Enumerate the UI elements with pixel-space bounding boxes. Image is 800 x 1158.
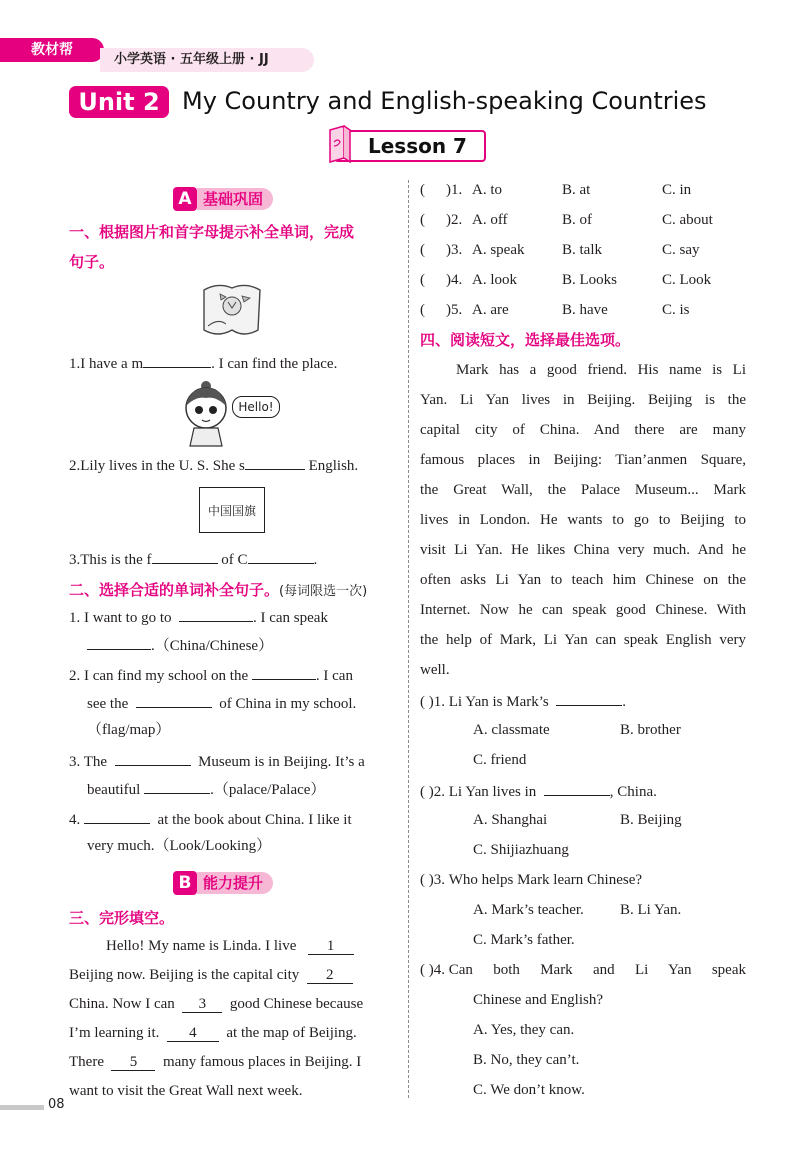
- blank[interactable]: [556, 690, 622, 706]
- p2-item4-line1: 4. at the book about China. I like it: [69, 808, 352, 830]
- part1-heading-line2: 句子。: [69, 253, 115, 271]
- blank[interactable]: [245, 454, 305, 470]
- section-a-title: 基础巩固: [197, 188, 273, 210]
- q1-option-c[interactable]: C. friend: [473, 752, 527, 768]
- cloze-line5: There 5 many famous places in Beijing. I: [69, 1054, 362, 1070]
- cloze-blank[interactable]: 2: [307, 965, 353, 984]
- q3-option-a[interactable]: A. Mark’s teacher.: [473, 902, 584, 918]
- q2-option-b[interactable]: B. Beijing: [620, 812, 682, 828]
- passage-line: capital city of China. And there are many: [420, 422, 746, 438]
- p2-item2-line3: （flag/map）: [87, 722, 171, 738]
- blank[interactable]: [179, 606, 253, 622]
- part3-heading: 三、完形填空。: [69, 909, 175, 927]
- passage-line: Yan. Li Yan lives in Beijing. Beijing is the: [420, 392, 746, 408]
- q4-option-a[interactable]: A. Yes, they can.: [473, 1022, 575, 1038]
- speech-bubble: Hello!: [232, 396, 280, 418]
- blank[interactable]: [248, 548, 314, 564]
- part1-heading-line1: 一、根据图片和首字母提示补全单词，完成: [69, 223, 355, 241]
- q3-option-b[interactable]: B. Li Yan.: [620, 902, 682, 918]
- blank[interactable]: [252, 664, 316, 680]
- passage-line: famous places in Beijing: Tian’anmen Square,: [420, 452, 746, 468]
- blank[interactable]: [115, 750, 191, 766]
- option-row: ( )5. A. are B. have C. is: [420, 302, 690, 318]
- q2-option-c[interactable]: C. Shijiazhuang: [473, 842, 569, 858]
- column-divider: [408, 180, 409, 1098]
- cloze-line2: Beijing now. Beijing is the capital city 2: [69, 965, 353, 985]
- option-row: ( )3. A. speak B. talk C. say: [420, 242, 700, 258]
- passage-line: the Great Wall, the Palace Museum... Mark: [420, 482, 746, 498]
- passage-line: Internet. Now he can speak good Chinese. With: [420, 602, 746, 618]
- book-icon: [326, 124, 354, 164]
- blank[interactable]: [84, 808, 150, 824]
- cloze-line6: want to visit the Great Wall next week.: [69, 1083, 303, 1099]
- unit-title: My Country and English-speaking Countries: [182, 87, 707, 115]
- blank[interactable]: [143, 352, 211, 368]
- p2-item2-line1: 2. I can find my school on the . I can: [69, 664, 353, 686]
- cloze-blank[interactable]: 5: [111, 1052, 155, 1071]
- p2-item3-line1: 3. The Museum is in Beijing. It’s a: [69, 750, 365, 772]
- section-a-badge: [173, 186, 273, 212]
- p2-item4-line2: very much.（Look/Looking）: [87, 838, 272, 854]
- blank[interactable]: [87, 634, 151, 650]
- section-b-badge: [173, 870, 273, 896]
- p1-item2: 2.Lily lives in the U. S. She s English.: [69, 454, 358, 476]
- q1-option-a[interactable]: A. classmate: [473, 722, 550, 738]
- q4-option-c[interactable]: C. We don’t know.: [473, 1082, 585, 1098]
- p1-item3: 3.This is the f of C .: [69, 548, 317, 570]
- p2-item2-line2: see the of China in my school.: [87, 692, 356, 714]
- passage-line: well.: [420, 662, 450, 678]
- brand-tab: 教材帮: [0, 38, 104, 62]
- cloze-blank[interactable]: 4: [167, 1023, 219, 1042]
- section-a-letter: A: [173, 187, 197, 211]
- cloze-line3: China. Now I can 3 good Chinese because: [69, 996, 364, 1012]
- p2-item1-line1: 1. I want to go to . I can speak: [69, 606, 328, 628]
- cloze-line4: I’m learning it. 4 at the map of Beijing.: [69, 1025, 357, 1041]
- girl-illustration: [180, 378, 232, 448]
- cloze-line1: Hello! My name is Linda. I live 1: [106, 936, 354, 956]
- question-4-line2: Chinese and English?: [473, 992, 603, 1008]
- passage-line: Mark has a good friend. His name is Li: [456, 362, 746, 378]
- section-b-letter: B: [173, 871, 197, 895]
- footer-bar: [0, 1105, 44, 1110]
- q2-option-a[interactable]: A. Shanghai: [473, 812, 548, 828]
- option-row: ( )2. A. off B. of C. about: [420, 212, 713, 228]
- blank[interactable]: [152, 548, 218, 564]
- blank[interactable]: [136, 692, 212, 708]
- cloze-blank[interactable]: 1: [308, 936, 354, 955]
- question-4: ( )4. Can both Mark and Li Yan speak: [420, 962, 746, 978]
- lesson-title: Lesson 7: [368, 134, 467, 158]
- blank[interactable]: [544, 780, 610, 796]
- blank[interactable]: [144, 778, 210, 794]
- q4-option-b[interactable]: B. No, they can’t.: [473, 1052, 580, 1068]
- passage-line: visit Li Yan. He likes China very much. And he: [420, 542, 746, 558]
- part2-heading: 二、选择合适的单词补全句子。(每词限选一次): [69, 581, 368, 599]
- p2-item1-line2: .（China/Chinese）: [87, 634, 273, 656]
- option-row: ( )1. A. to B. at C. in: [420, 182, 692, 198]
- unit-badge: Unit 2: [69, 86, 169, 118]
- cloze-blank[interactable]: 3: [182, 994, 222, 1013]
- passage-line: often asks Li Yan to teach him Chinese on the: [420, 572, 746, 588]
- flag-box: 中国国旗: [199, 487, 265, 533]
- map-illustration: [198, 280, 266, 340]
- book-title: 小学英语 · 五年级上册 · JJ: [100, 48, 314, 72]
- q3-option-c[interactable]: C. Mark’s father.: [473, 932, 575, 948]
- part4-heading: 四、阅读短文，选择最佳选项。: [420, 331, 631, 349]
- p1-item1: 1.I have a m . I can find the place.: [69, 352, 337, 374]
- p2-item3-line2: beautiful .（palace/Palace）: [87, 778, 325, 800]
- question-3: ( )3. Who helps Mark learn Chinese?: [420, 872, 643, 888]
- page-number: 08: [48, 1097, 65, 1112]
- question-1: ( )1. Li Yan is Mark’s .: [420, 690, 626, 712]
- option-row: ( )4. A. look B. Looks C. Look: [420, 272, 712, 288]
- passage-line: the help of Mark, Li Yan can speak English very: [420, 632, 746, 648]
- section-b-title: 能力提升: [197, 872, 273, 894]
- question-2: ( )2. Li Yan lives in , China.: [420, 780, 657, 802]
- passage-line: lives in London. He wants to go to Beijing to: [420, 512, 746, 528]
- q1-option-b[interactable]: B. brother: [620, 722, 681, 738]
